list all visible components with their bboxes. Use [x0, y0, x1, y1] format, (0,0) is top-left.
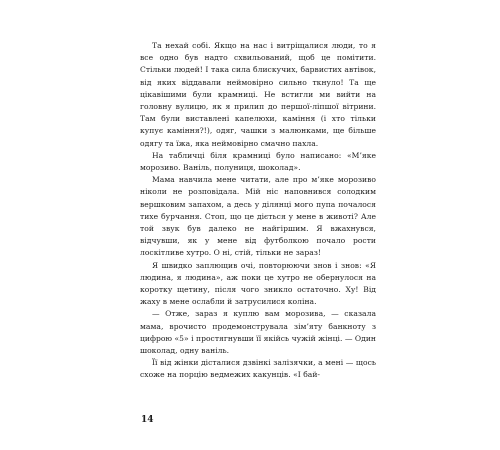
paragraph-6: Її від жінки дісталися дзвінкі залізячки, а мені — щось схоже на порцію ведмежих какунців. «І бай- [140, 358, 376, 380]
page-number: 14 [141, 415, 154, 425]
paragraph-2: На табличці біля крамниці було написано: «М’яке морозиво. Ваніль, полуниця, шоколад». [140, 150, 376, 173]
paragraph-3: Мама навчила мене читати, але про м’яке морозиво ніколи не розповідала. Мій ніс наповнився солодким вершковим запахом, а десь у ділянці мого пупа почалося тихе бурчання. Стоп, що це діється у мене в животі? Але той звук був далеко не найгіршим. Я вжахнувся, відчувши, як у мене від футболкою почало рости лоскітливе хутро. О ні, стій, тільки не зараз! [140, 175, 376, 258]
paragraph-5: — Отже, зараз я куплю вам морозива, — сказала мама, врочисто продемонструвала зім’яту банкноту з цифрою «5» і простягнувши її якійсь чужій жінці. — Один шоколад, одну ваніль. [140, 309, 377, 356]
paragraph-1: Та нехай собі. Якщо на нас і витріщалися люди, то я все одно був надто схвильований, щоб це помітити. Стільки людей! І така сила блискучих, барвистих автівок, від яких віддавали неймовірно сильно ткнуло! Та ще цікавішими були крамниці. Не встигли ми вийти на головну вулицю, як я прилип до першої-ліпшої вітрини. Там були виставлені капелюхи, каміння (і хто тільки купує каміння?!), одяг, чашки з малюнками, ще більше одягу та їжа, яка неймовірно смачно пахла. [140, 41, 376, 148]
paragraph-4: Я швидко заплющив очі, повторюючи знов і знов: «Я людина, я людина», аж поки це хутро не обернулося на коротку щетину, після чого зникло остаточно. Ху! Від жаху в мене ослабли й затрусилися коліна. [140, 260, 376, 307]
body-text [140, 40, 376, 382]
